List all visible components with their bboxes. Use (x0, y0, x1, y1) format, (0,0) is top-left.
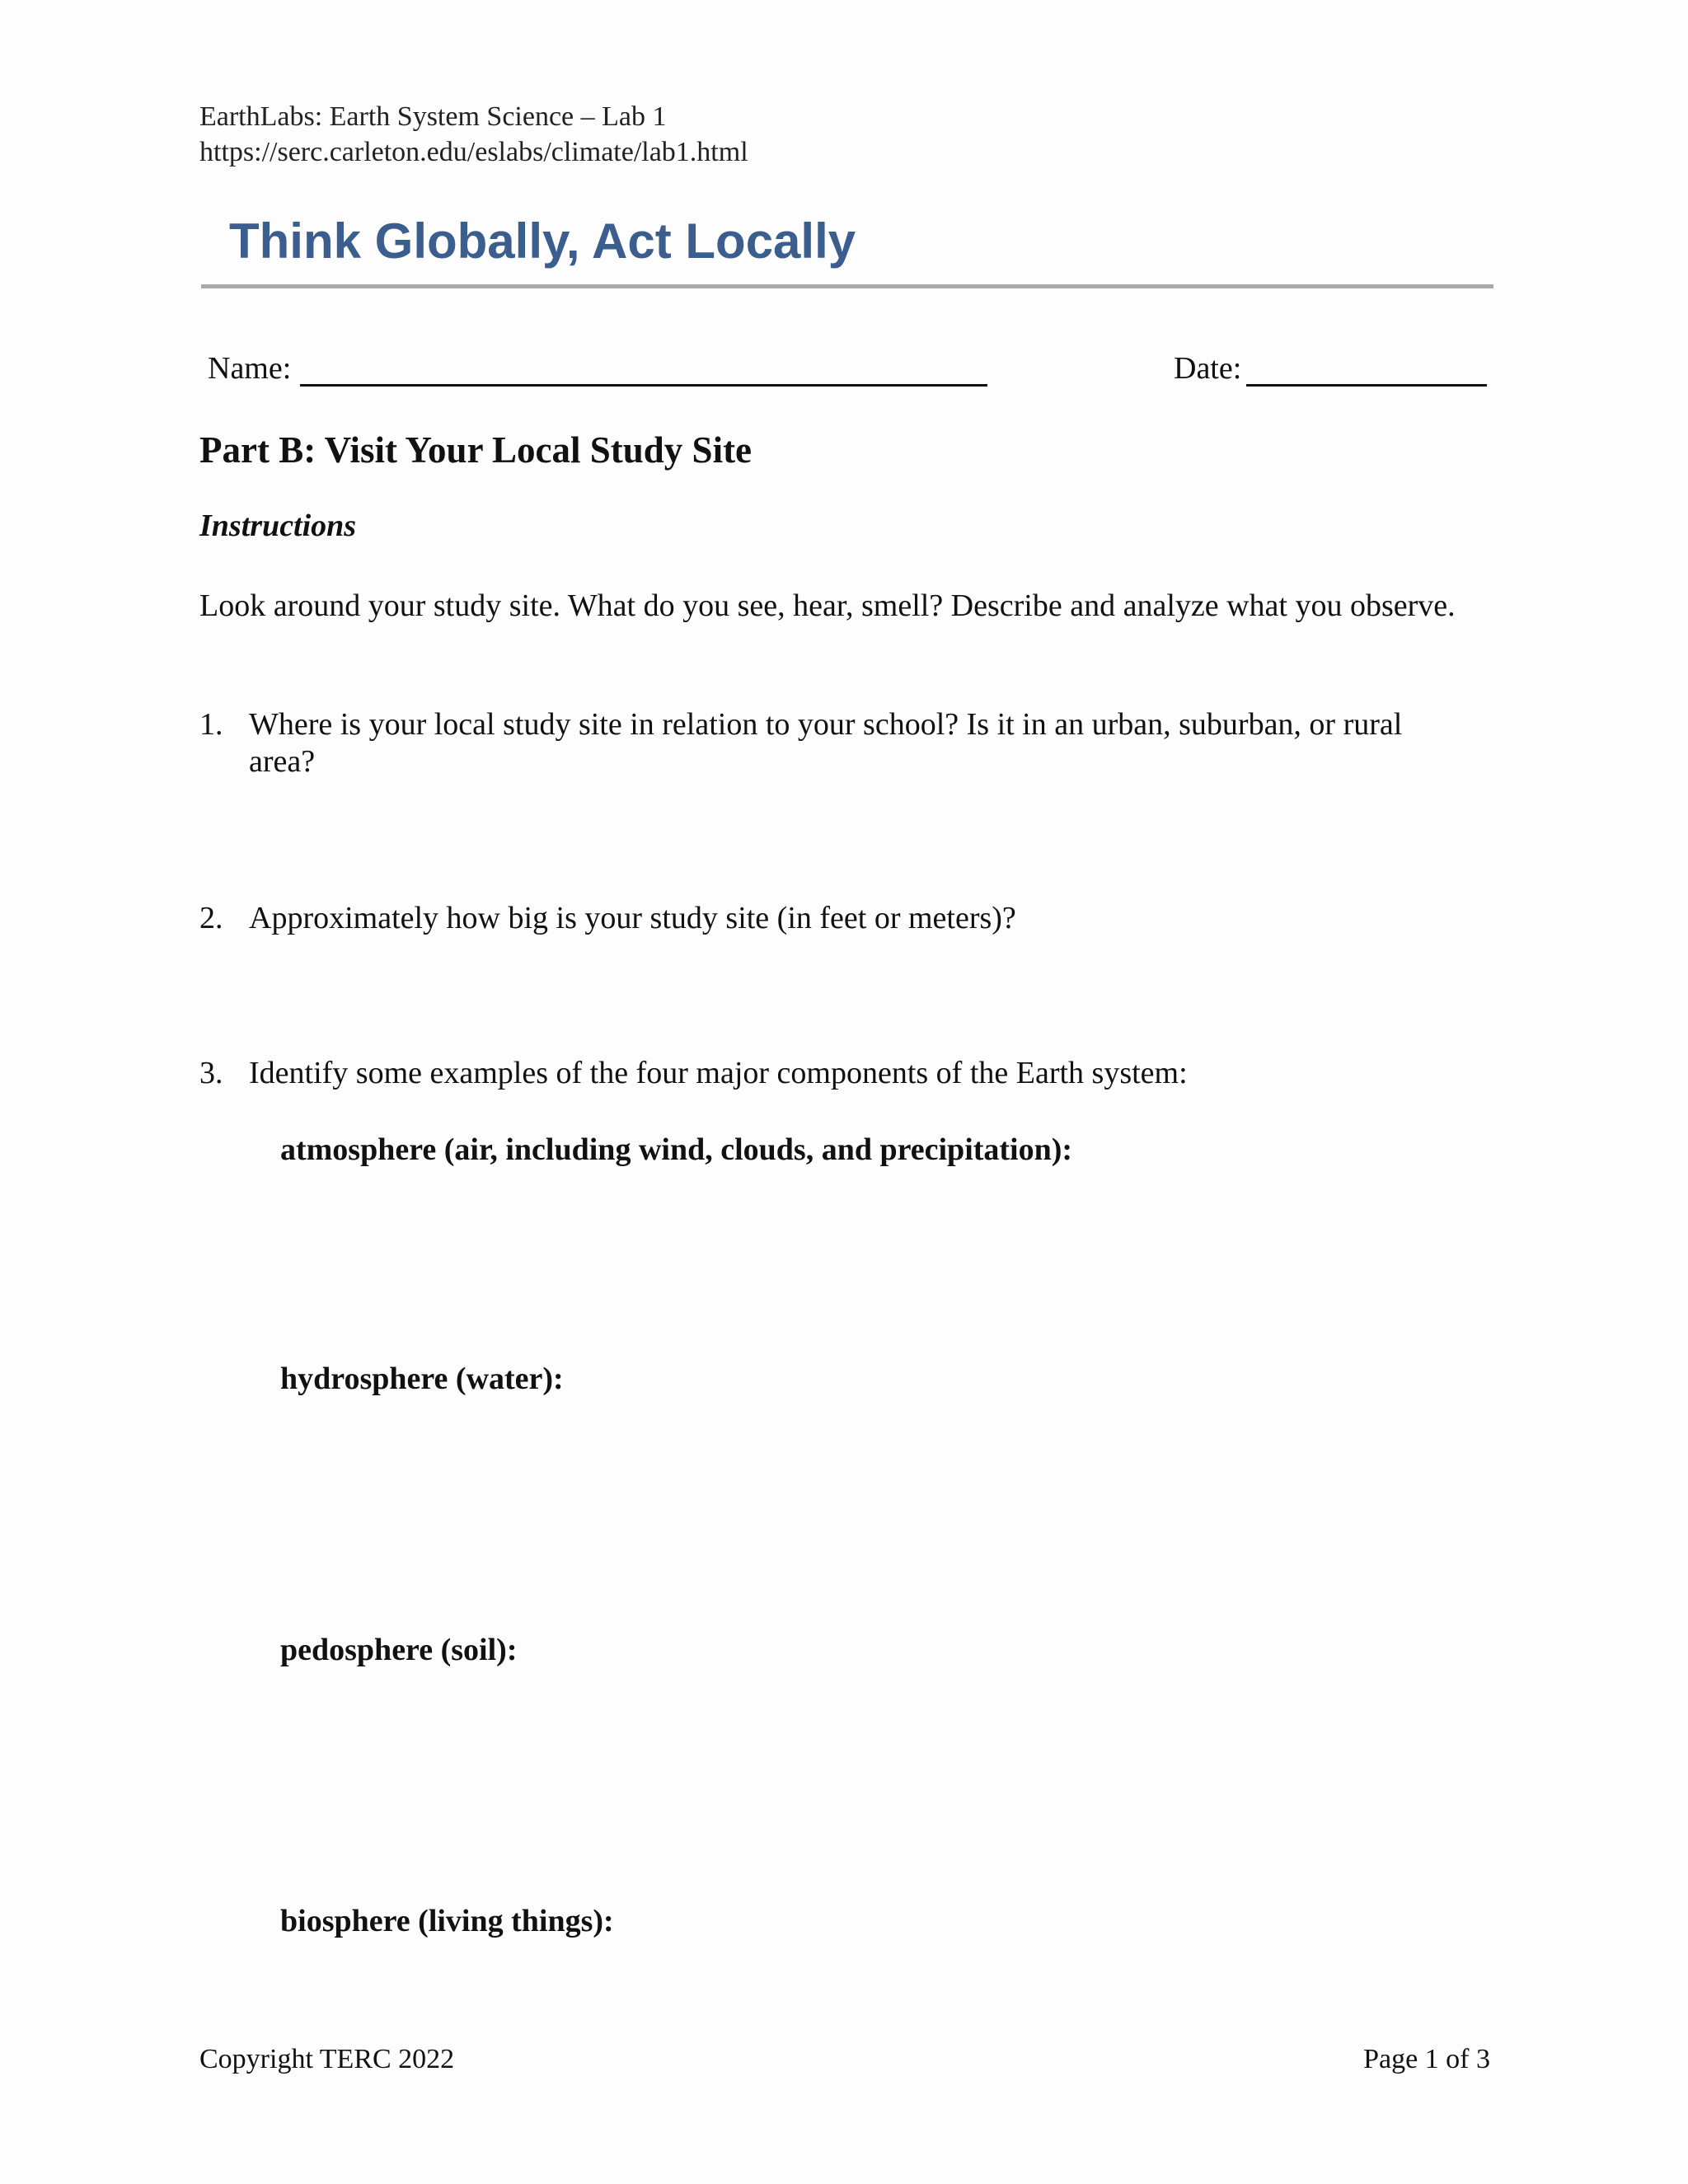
part-heading: Part B: Visit Your Local Study Site (199, 429, 753, 471)
header-url: https://serc.carleton.edu/eslabs/climate/lab1.html (199, 137, 748, 167)
question-3 (199, 1055, 1452, 1092)
name-field[interactable] (300, 384, 987, 387)
title-divider (201, 284, 1493, 288)
intro-paragraph: Look around your study site. What do you see, hear, smell? Describe and analyze what you observe. (199, 588, 1456, 623)
component-hydrosphere: hydrosphere (water): (280, 1361, 564, 1396)
component-biosphere: biosphere (living things): (280, 1904, 614, 1938)
question-text: Where is your local study site in relation to your school? Is it in an urban, suburban, or rural area? (249, 707, 1403, 779)
question-2 (199, 900, 1452, 937)
date-label: Date: (1174, 351, 1242, 386)
question-number: 1. (199, 707, 223, 742)
question-number: 3. (199, 1056, 223, 1090)
question-1 (199, 706, 1452, 780)
component-pedosphere: pedosphere (soil): (280, 1633, 518, 1667)
footer-copyright: Copyright TERC 2022 (199, 2044, 455, 2074)
document-header (199, 99, 748, 170)
name-label: Name: (208, 351, 292, 386)
question-number: 2. (199, 901, 223, 935)
page-title: Think Globally, Act Locally (229, 213, 856, 269)
instructions-heading: Instructions (199, 509, 357, 543)
question-text: Approximately how big is your study site (in feet or meters)? (249, 901, 1016, 935)
footer-page-number: Page 1 of 3 (1363, 2044, 1490, 2074)
component-atmosphere: atmosphere (air, including wind, clouds, and precipitation): (280, 1132, 1073, 1167)
header-lab-title: EarthLabs: Earth System Science – Lab 1 (199, 101, 667, 132)
date-field[interactable] (1246, 384, 1487, 387)
question-text: Identify some examples of the four major components of the Earth system: (249, 1056, 1188, 1090)
